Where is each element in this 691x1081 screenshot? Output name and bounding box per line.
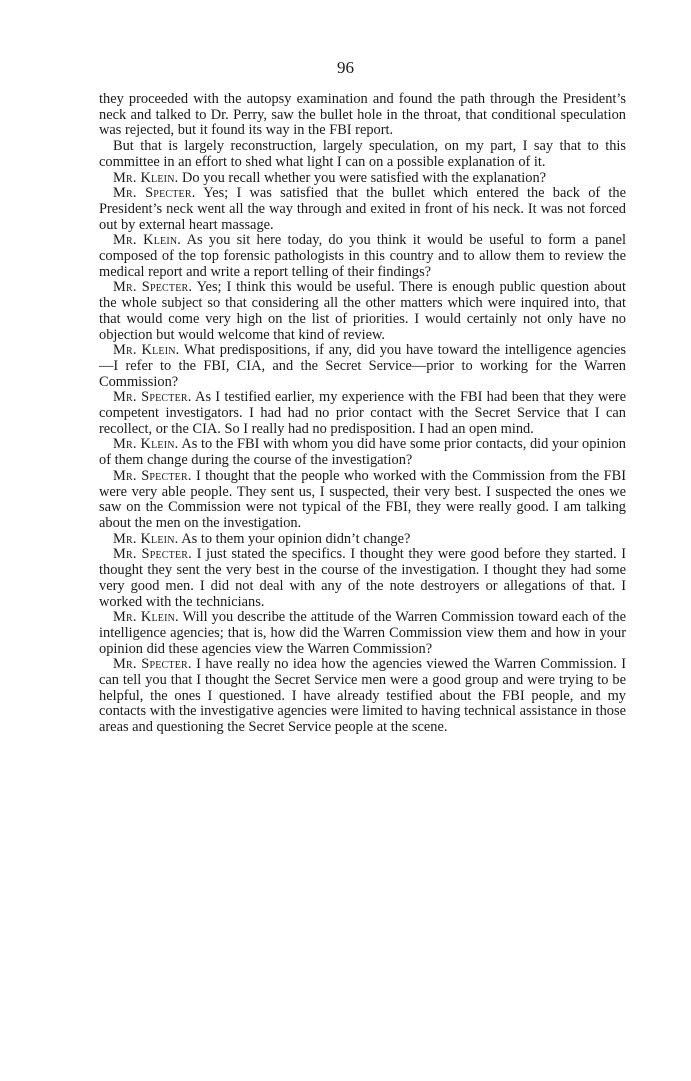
paragraph-text: Will you describe the attitude of the Warren Commission toward each of the intelligence agencies; that is, how did the Warren Commission view them and how in your opinion did these agencies view the Warren Commission? [99, 609, 627, 657]
paragraph-text: As to them your opinion didn’t change? [181, 530, 411, 547]
speaker-name: Mr. Specter. [113, 279, 193, 296]
speaker-name: Mr. Klein. [113, 342, 180, 359]
paragraph-8 [99, 390, 626, 437]
paragraph-text: they proceeded with the autopsy examination and found the path through the President’s neck and talked to Dr. Perry, saw the bullet hole in the throat, that conditional speculation was rejected, but it found its way in the FBI report. [99, 91, 626, 139]
speaker-name: Mr. Specter. [113, 389, 192, 406]
paragraph-2 [99, 139, 626, 170]
paragraph-1 [99, 92, 626, 139]
speaker-name: Mr. Specter. [113, 546, 192, 563]
paragraph-text: Yes; I was satisfied that the bullet which entered the back of the President’s neck went all the way through and exited in front of his neck. It was not forced out by external heart massage. [99, 185, 627, 233]
paragraph-7 [99, 343, 626, 390]
paragraph-6 [99, 280, 626, 343]
transcript-body [99, 92, 626, 736]
paragraph-3 [99, 171, 626, 187]
paragraph-14 [99, 657, 626, 736]
paragraph-text: I thought that the people who worked with the Commission from the FBI were very able people. They sent us, I suspected, their very best. I suspected the ones we saw on the Commission were not typical of the FBI, they were really good. I am talking about the men on the investigation. [99, 467, 626, 531]
speaker-name: Mr. Klein. [113, 232, 182, 249]
paragraph-text: As to the FBI with whom you did have some prior contacts, did your opinion of them change during the course of the investigation? [99, 436, 626, 469]
paragraph-4 [99, 186, 626, 233]
page-number: 96 [337, 58, 354, 77]
paragraph-text: What predispositions, if any, did you have toward the intelligence agencies—I refer to the FBI, CIA, and the Secret Service—prior to working for the Warren Commission? [99, 342, 626, 390]
paragraph-9 [99, 437, 626, 468]
speaker-name: Mr. Klein. [113, 169, 179, 186]
paragraph-text: Yes; I think this would be useful. There is enough public question about the whole subject so that considering all the other matters which were inquired into, that that would come very high on the list of priorities. I would certainly not only have no objection but would welcome that kind of review. [99, 279, 627, 343]
speaker-name: Mr. Klein. [113, 530, 179, 547]
speaker-name: Mr. Specter. [113, 185, 196, 202]
speaker-name: Mr. Klein. [113, 436, 179, 453]
paragraph-12 [99, 547, 626, 610]
paragraph-10 [99, 469, 626, 532]
paragraph-text: Do you recall whether you were satisfied with the explanation? [182, 169, 547, 186]
paragraph-5 [99, 233, 626, 280]
paragraph-13 [99, 610, 626, 657]
speaker-name: Mr. Klein. [113, 609, 179, 626]
paragraph-text: As you sit here today, do you think it would be useful to form a panel composed of the top forensic pathologists in this country and to allow them to review the medical report and write a report telling of their findings? [99, 232, 626, 280]
paragraph-11 [99, 532, 626, 548]
speaker-name: Mr. Specter. [113, 467, 192, 484]
paragraph-text: But that is largely reconstruction, largely speculation, on my part, I say that to this committee in an effort to shed what light I can on a possible explanation of it. [99, 138, 626, 170]
paragraph-text: As I testified earlier, my experience with the FBI had been that they were competent investigators. I had had no prior contact with the Secret Service that I can recollect, or the CIA. So I really had no predisposition. I had an open mind. [99, 389, 626, 437]
speaker-name: Mr. Specter. [113, 656, 192, 673]
paragraph-text: I just stated the specifics. I thought they were good before they started. I thought they sent the very best in the course of the investigation. I thought they had some very good men. I did not deal with any of the note destroyers or allegations of that. I worked with the technicians. [99, 546, 626, 610]
paragraph-text: I have really no idea how the agencies viewed the Warren Commission. I can tell you that I thought the Secret Service men were a good group and were trying to be helpful, the ones I questioned. I have already testified about the FBI people, and my contacts with the investigative agencies were limited to having technical assistance in those areas and questioning the Secret Service people at the scene. [99, 656, 627, 736]
